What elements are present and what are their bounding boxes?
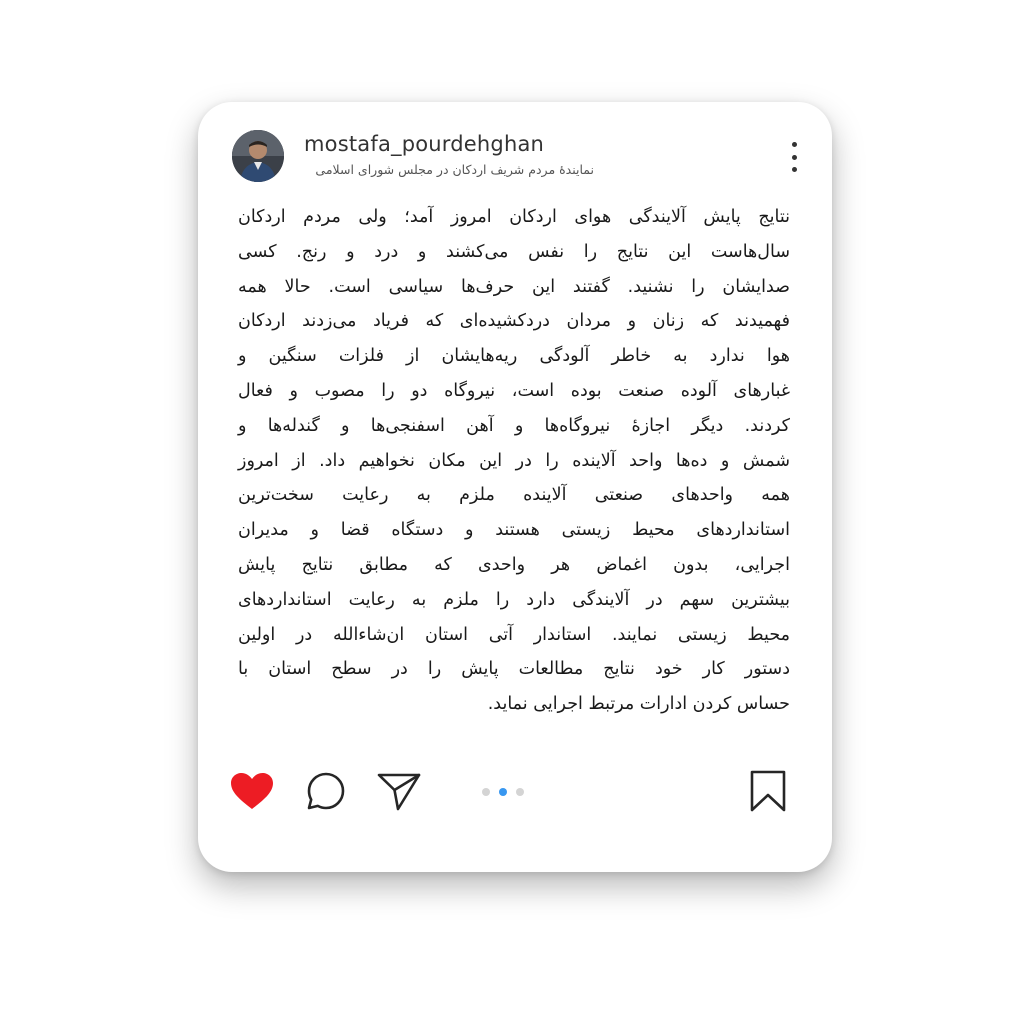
caption-line: سال‌هاست این نتایج را نفس می‌کشند و درد و رنج. کسی	[238, 241, 790, 262]
carousel-dot-active	[499, 788, 507, 796]
comment-button[interactable]	[302, 770, 350, 812]
caption-line: استانداردهای محیط زیستی هستند و دستگاه قضا و مدیران	[238, 520, 790, 541]
send-icon	[376, 770, 422, 812]
more-options-icon[interactable]	[782, 142, 806, 172]
avatar-image	[232, 130, 284, 182]
caption-line: غبارهای آلوده صنعت بوده است، نیروگاه دو را مصوب و فعال	[238, 380, 790, 401]
save-button[interactable]	[746, 770, 790, 812]
caption-line: فهمیدند که زنان و مردان دردکشیده‌ای که فریاد می‌زدند اردکان	[238, 311, 790, 332]
username[interactable]: mostafa_pourdehghan	[304, 132, 545, 156]
caption-line: کردند. دیگر اجازهٔ نیروگاه‌ها و آهن اسفنجی‌ها و گندله‌ها و	[238, 415, 790, 436]
caption-line: همه واحدهای صنعتی آلاینده ملزم به رعایت سخت‌ترین	[238, 485, 790, 506]
post-caption	[238, 200, 790, 722]
caption-line: نتایج پایش آلایندگی هوای اردکان امروز آمد؛ ولی مردم اردکان	[238, 207, 790, 227]
like-button[interactable]	[228, 770, 276, 812]
carousel-indicator	[482, 788, 524, 796]
caption-line: حساس کردن ادارات مرتبط اجرایی نماید.	[487, 694, 790, 715]
caption-line: شمش و ده‌ها واحد آلاینده را در این مکان نخواهیم داد. از امروز	[238, 450, 790, 471]
avatar[interactable]	[232, 130, 284, 182]
caption-line: اجرایی، بدون اغماض هر واحدی که مطابق نتایج پایش	[238, 554, 790, 575]
caption-line: محیط زیستی نمایند. استاندار آتی استان ان‌شاءالله در اولین	[238, 624, 790, 645]
caption-line: دستور کار خود نتایج مطالعات پایش را در سطح استان با	[238, 659, 790, 680]
caption-line: هوا ندارد به خاطر آلودگی ریه‌هایشان از فلزات سنگین و	[238, 346, 790, 367]
carousel-dot	[482, 788, 490, 796]
caption-line: صدایشان را نشنید. گفتند این حرف‌ها سیاسی است. حالا همه	[238, 276, 790, 297]
comment-icon	[305, 770, 347, 812]
carousel-dot	[516, 788, 524, 796]
bookmark-icon	[749, 769, 787, 813]
caption-line: بیشترین سهم در آلایندگی دارد را ملزم به رعایت استانداردهای	[238, 589, 790, 610]
post-card	[198, 102, 832, 872]
heart-icon	[229, 771, 275, 811]
share-button[interactable]	[374, 770, 424, 812]
user-subtitle: نمایندهٔ مردم شریف اردکان در مجلس شورای اسلامی	[315, 162, 594, 177]
